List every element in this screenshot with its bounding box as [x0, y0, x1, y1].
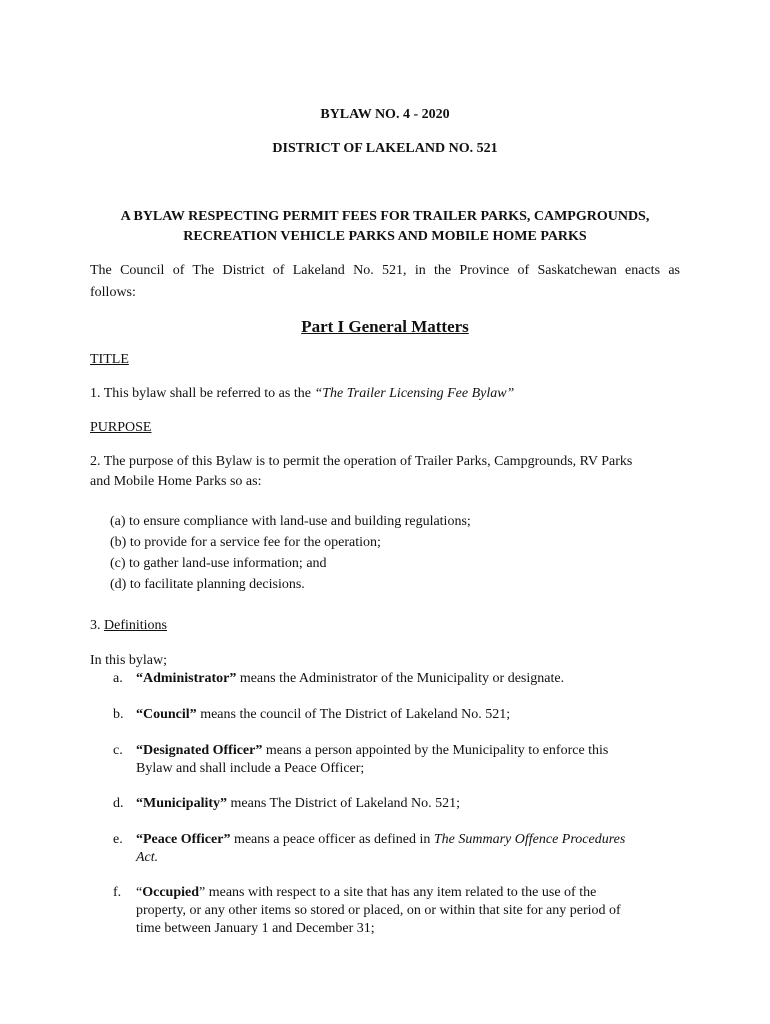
definition-a-marker: a. [113, 671, 123, 686]
purpose-item-b: (b) to provide for a service fee for the operation; [110, 535, 381, 550]
purpose-item-d: (d) to facilitate planning decisions. [110, 577, 305, 592]
enactment-line-1: The Council of The District of Lakeland No. 521, in the Province of Saskatchewan enacts as [90, 263, 680, 278]
definition-f [136, 884, 596, 902]
purpose-item-c: (c) to gather land-use information; and [110, 556, 327, 571]
purpose-item-a: (a) to ensure compliance with land-use and building regulations; [110, 514, 471, 529]
definition-c-term: “Designated Officer” [136, 743, 263, 758]
bylaw-short-name: “The Trailer Licensing Fee Bylaw” [314, 386, 515, 401]
definition-a-text: means the Administrator of the Municipality or designate. [236, 671, 565, 686]
definition-f-term: Occupied [142, 885, 199, 900]
subject-line-2: RECREATION VEHICLE PARKS AND MOBILE HOME PARKS [183, 229, 587, 244]
definitions-intro: In this bylaw; [90, 653, 167, 668]
definition-e-term: “Peace Officer” [136, 832, 231, 847]
section-1-text: 1. This bylaw shall be referred to as the [90, 386, 315, 401]
definition-f-open-quote: “ [136, 885, 143, 900]
definition-d-text: means The District of Lakeland No. 521; [227, 796, 461, 811]
definition-c-marker: c. [113, 743, 123, 758]
definition-f-line-2: property, or any other items so stored or placed, on or within that site for any period of [136, 903, 621, 918]
enactment-line-2: follows: [90, 285, 136, 300]
definition-f-marker: f. [113, 885, 122, 900]
definition-e [136, 831, 625, 849]
definition-c-text: means a person appointed by the Municipality to enforce this [262, 743, 609, 758]
district-name: DISTRICT OF LAKELAND NO. 521 [272, 141, 498, 156]
definition-f-text: ” means with respect to a site that has any item related to the use of the [199, 885, 597, 900]
section-3-heading [90, 617, 167, 635]
definition-d [136, 795, 460, 813]
section-2-line-1: 2. The purpose of this Bylaw is to permit the operation of Trailer Parks, Campgrounds, RV Parks [90, 454, 633, 469]
definition-e-line-2: Act. [136, 850, 159, 865]
definition-b [136, 706, 510, 724]
definition-c-line-2: Bylaw and shall include a Peace Officer; [136, 761, 365, 776]
definition-e-act: The Summary Offence Procedures [433, 832, 626, 847]
section-1 [90, 385, 514, 403]
section-3-number: 3. [90, 618, 104, 633]
definition-b-term: “Council” [136, 707, 197, 722]
definition-a-term: “Administrator” [136, 671, 237, 686]
part-heading: Part I General Matters [301, 317, 469, 336]
definition-f-line-3: time between January 1 and December 31; [136, 921, 375, 936]
definition-b-text: means the council of The District of Lakeland No. 521; [196, 707, 511, 722]
definition-a [136, 670, 564, 688]
subject-line-1: A BYLAW RESPECTING PERMIT FEES FOR TRAILER PARKS, CAMPGROUNDS, [120, 209, 650, 224]
purpose-heading: PURPOSE [90, 420, 152, 435]
definition-e-marker: e. [113, 832, 123, 847]
section-2-line-2: and Mobile Home Parks so as: [90, 474, 262, 489]
title-heading: TITLE [90, 352, 129, 367]
bylaw-number: BYLAW NO. 4 - 2020 [320, 107, 450, 122]
definition-b-marker: b. [113, 707, 124, 722]
definition-d-term: “Municipality” [136, 796, 228, 811]
definition-c [136, 742, 608, 760]
definition-e-text: means a peace officer as defined in [230, 832, 434, 847]
definitions-heading: Definitions [104, 618, 167, 633]
definition-d-marker: d. [113, 796, 124, 811]
